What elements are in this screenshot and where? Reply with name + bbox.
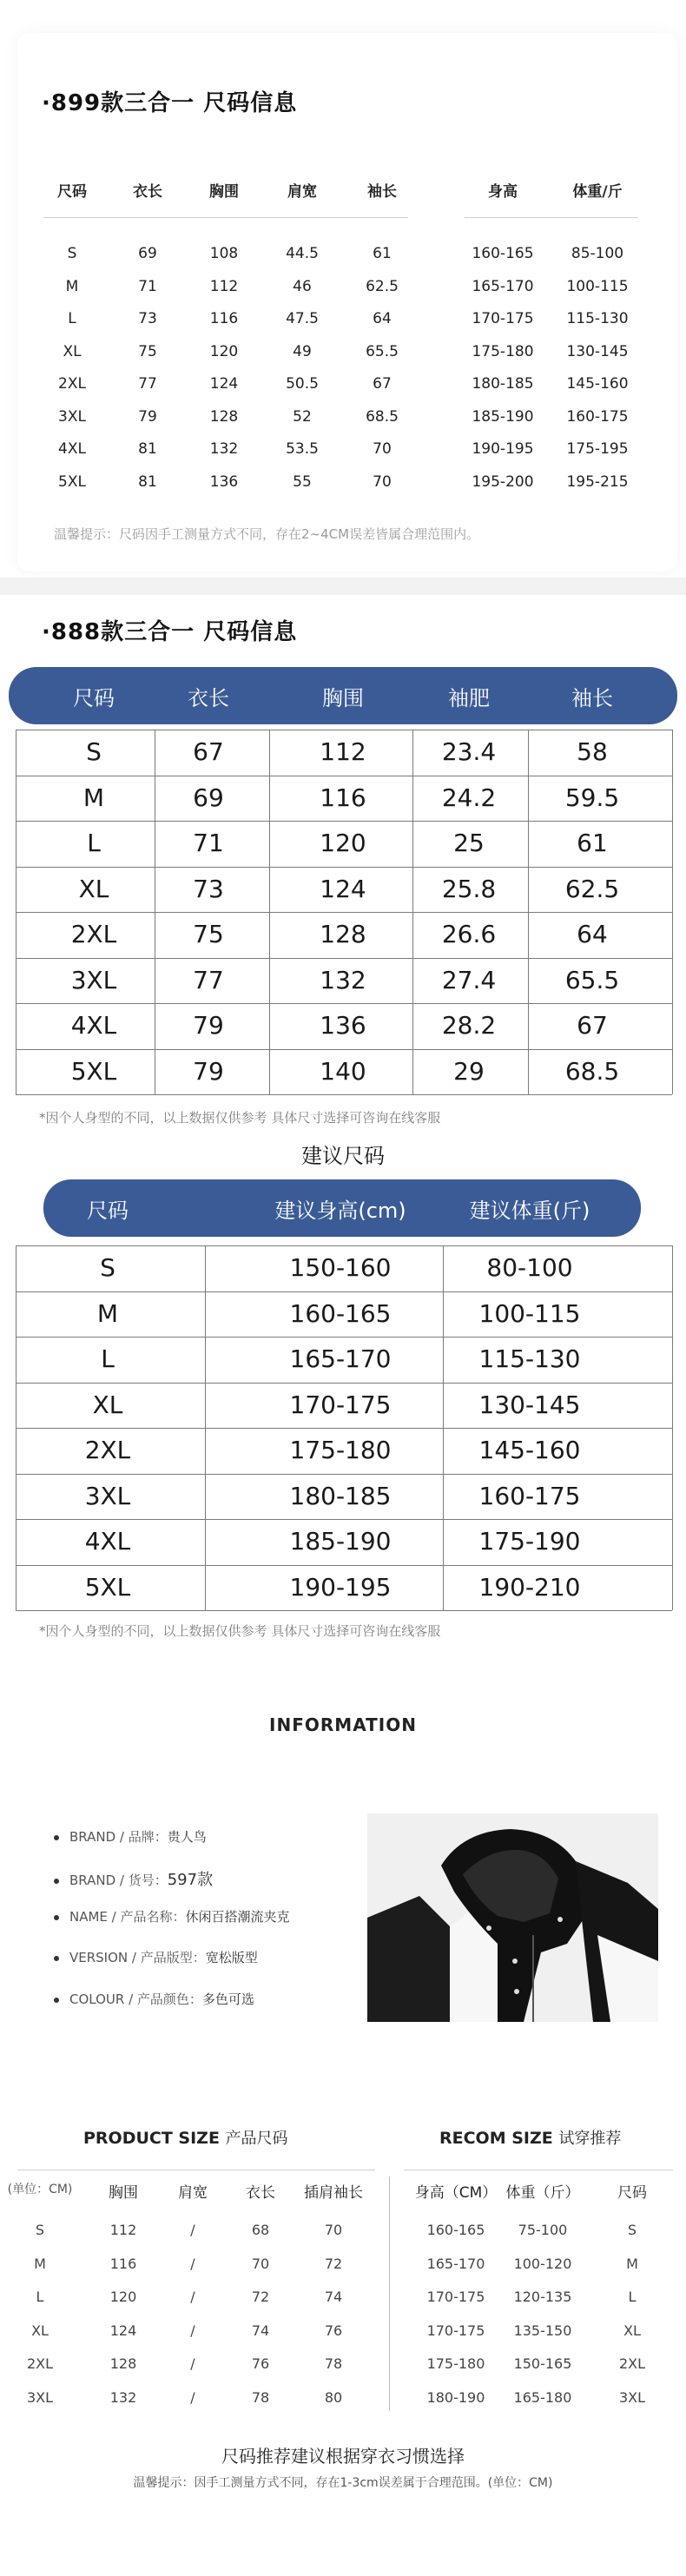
table-cell: 175-180: [289, 1436, 392, 1464]
table-cell: 175-180: [472, 342, 534, 360]
info-value: 休闲百搭潮流夹克: [185, 1909, 290, 1925]
table-cell: 180-190: [426, 2388, 485, 2406]
table-cell: /: [190, 2222, 195, 2238]
recom-size-title-en: RECOM SIZE: [439, 2129, 553, 2148]
header-rule: [43, 217, 408, 218]
table-cell: 170-175: [426, 2289, 485, 2305]
table-cell: 180-185: [472, 375, 534, 393]
table-cell: 67: [193, 737, 224, 766]
table-cell: 124: [109, 2322, 137, 2339]
info-label: BRAND / 货号：: [69, 1873, 168, 1888]
table-cell: 190-195: [289, 1572, 392, 1602]
column-header: 建议体重(斤): [469, 1199, 590, 1223]
table-cell: 75: [138, 342, 157, 360]
grid-line: [672, 730, 673, 1094]
table-cell: 185-190: [289, 1527, 392, 1556]
column-header: (单位：CM): [7, 2183, 73, 2196]
table-cell: 115-130: [566, 310, 629, 327]
table-cell: 2XL: [84, 1436, 131, 1464]
table-cell: 120: [320, 829, 366, 857]
table-cell: 71: [138, 277, 157, 295]
table-cell: 116: [209, 310, 239, 327]
grid-line: [16, 1474, 672, 1475]
grid-line: [16, 958, 672, 959]
table-cell: XL: [78, 874, 109, 903]
table-cell: 24.2: [441, 783, 497, 812]
table-cell: 128: [320, 920, 366, 948]
table-cell: XL: [63, 342, 82, 360]
table-cell: 53.5: [286, 440, 319, 458]
info-item: [54, 1907, 290, 1925]
info-item: [54, 1827, 207, 1846]
table-cell: 5XL: [84, 1572, 131, 1602]
table-cell: 140: [320, 1056, 366, 1086]
table-cell: 58: [577, 737, 608, 766]
table-cell: 175-190: [478, 1527, 581, 1556]
info-value: 多色可选: [201, 1991, 254, 2007]
column-header: 体重/斤: [572, 183, 623, 201]
info-label: BRAND / 品牌：: [69, 1829, 168, 1845]
grid-line: [16, 1291, 672, 1292]
table-cell: 76: [251, 2355, 270, 2372]
table-cell: 78: [251, 2388, 270, 2406]
table-cell: 4XL: [70, 1011, 117, 1040]
column-header: 尺码: [87, 1199, 129, 1223]
table-cell: 195-215: [566, 472, 629, 491]
table-cell: L: [36, 2289, 44, 2305]
column-header: 肩宽: [178, 2184, 208, 2202]
table-cell: 165-180: [513, 2388, 572, 2406]
table-cell: 52: [293, 407, 312, 426]
table-cell: M: [34, 2255, 46, 2272]
table-cell: 44.5: [286, 245, 319, 262]
table-cell: 165-170: [426, 2255, 485, 2272]
table-cell: L: [101, 1344, 115, 1373]
table-cell: 160-175: [566, 407, 629, 426]
measurement-note: 温馨提示：尺码因手工测量方式不同，存在2~4CM误差皆属合理范围内。: [54, 526, 480, 542]
recommend-title: 建议尺码: [301, 1144, 385, 1168]
table-cell: 112: [209, 277, 239, 295]
table-cell: 62.5: [366, 277, 399, 295]
table-cell: /: [190, 2355, 195, 2372]
table-cell: 112: [320, 737, 366, 766]
table-cell: 47.5: [286, 310, 319, 327]
column-header: 尺码: [73, 686, 115, 710]
column-header: 身高: [488, 183, 518, 201]
table-cell: 75: [193, 920, 224, 948]
table-cell: 25.8: [441, 874, 497, 903]
info-item: [54, 1867, 213, 1890]
column-header: 胸围: [109, 2184, 138, 2202]
table-cell: 132: [209, 440, 239, 458]
bullet-icon: [54, 1998, 59, 2003]
column-header: 衣长: [246, 2184, 275, 2202]
table-cell: 85-100: [571, 245, 624, 262]
grid-line: [16, 1383, 672, 1384]
recom-size-title-cn: 试穿推荐: [558, 2130, 622, 2148]
table-cell: 136: [209, 472, 239, 491]
information-title: INFORMATION: [269, 1714, 417, 1735]
table-cell: 49: [293, 342, 312, 360]
table-cell: 132: [320, 965, 366, 994]
column-divider: [389, 2176, 390, 2411]
table-cell: 23.4: [441, 737, 497, 766]
table-cell: 190-210: [478, 1572, 581, 1602]
table-cell: L: [68, 310, 76, 327]
table-cell: /: [190, 2289, 195, 2305]
table-cell: 79: [138, 407, 157, 426]
table-cell: 170-175: [472, 310, 534, 327]
table-cell: 120: [209, 342, 239, 360]
column-header: 身高（CM）: [414, 2184, 498, 2202]
grid-line: [672, 1245, 673, 1610]
table-cell: M: [82, 783, 105, 812]
grid-line: [16, 1610, 672, 1611]
table-cell: 116: [320, 783, 366, 812]
column-header: 胸围: [209, 183, 239, 201]
table-cell: 28.2: [441, 1011, 497, 1040]
bullet-icon: [54, 1835, 59, 1840]
bullet-icon: [54, 1879, 59, 1884]
table-cell: 25: [453, 829, 485, 857]
table-cell: XL: [92, 1390, 123, 1419]
table-cell: 50.5: [286, 375, 319, 393]
table-cell: 3XL: [26, 2388, 54, 2406]
table-cell: 160-165: [472, 245, 534, 262]
table-cell: 132: [109, 2388, 137, 2406]
table-cell: 71: [193, 829, 224, 857]
table-cell: 3XL: [58, 407, 86, 426]
column-header: 袖肥: [448, 686, 490, 710]
grid-line: [16, 1049, 672, 1050]
table-cell: 77: [193, 965, 224, 994]
table-cell: 73: [193, 874, 224, 903]
grid-line: [16, 1094, 672, 1095]
grid-line: [16, 1337, 672, 1338]
recom-size-title: [439, 2126, 621, 2149]
table-cell: 165-170: [472, 277, 534, 295]
table-cell: 67: [373, 375, 392, 393]
table-cell: 65.5: [366, 342, 399, 360]
header-rule: [465, 217, 638, 218]
table-cell: 120: [109, 2289, 137, 2305]
table-cell: /: [190, 2255, 195, 2272]
grid-line: [16, 1428, 672, 1429]
column-header: 插肩袖长: [304, 2184, 363, 2202]
bullet-icon: [54, 1956, 59, 1961]
column-header: 胸围: [322, 686, 364, 710]
table-cell: 160-165: [289, 1298, 392, 1328]
table-cell: 29: [453, 1056, 485, 1086]
table-cell: 112: [109, 2222, 137, 2238]
table-cell: /: [190, 2322, 195, 2339]
table-cell: 195-200: [472, 472, 534, 491]
table-cell: 64: [577, 920, 608, 948]
table-cell: 108: [209, 245, 239, 262]
grid-line: [16, 821, 672, 822]
table-cell: 46: [293, 277, 312, 295]
table-cell: 76: [324, 2322, 343, 2339]
column-header: 尺码: [617, 2184, 647, 2202]
table-cell: M: [65, 277, 79, 295]
table-cell: 80: [324, 2388, 343, 2406]
section-divider: [0, 578, 686, 595]
column-header: 尺码: [57, 183, 87, 201]
table-cell: 81: [138, 472, 157, 491]
table-cell: 70: [373, 472, 392, 491]
table-cell: 3XL: [70, 965, 117, 994]
column-header: 袖长: [367, 183, 397, 201]
table-cell: 68: [251, 2222, 270, 2238]
table-cell: 70: [324, 2222, 343, 2238]
table-cell: 2XL: [70, 920, 117, 948]
column-header: 衣长: [188, 686, 229, 710]
table-cell: 130-145: [478, 1390, 581, 1419]
table-cell: 69: [138, 245, 157, 262]
table-cell: 116: [109, 2255, 137, 2272]
column-header: 体重（斤）: [505, 2184, 580, 2202]
table-cell: 4XL: [58, 440, 86, 458]
size-note: *因个人身型的不同，以上数据仅供参考 具体尺寸选择可咨询在线客服: [39, 1110, 441, 1126]
table-cell: 165-170: [289, 1344, 392, 1373]
table-cell: 160-165: [426, 2222, 485, 2238]
table-cell: S: [627, 2222, 637, 2238]
jacket-image: [367, 1813, 658, 2022]
grid-line: [16, 1519, 672, 1520]
grid-line: [16, 1245, 672, 1246]
table-cell: 81: [138, 440, 157, 458]
table-cell: 68.5: [564, 1056, 620, 1086]
info-value: 597款: [167, 1871, 214, 1889]
table-cell: 72: [324, 2255, 343, 2272]
table-cell: 5XL: [58, 472, 86, 491]
table-cell: 115-130: [478, 1344, 581, 1373]
info-value: 贵人鸟: [167, 1829, 207, 1845]
grid-line: [269, 730, 270, 1094]
table-cell: 185-190: [472, 407, 534, 426]
grid-line: [205, 1245, 206, 1610]
table-cell: 175-180: [426, 2355, 485, 2372]
column-header: 袖长: [571, 686, 613, 710]
table-cell: 73: [138, 310, 157, 327]
column-header: 肩宽: [287, 183, 317, 201]
table-cell: 61: [577, 829, 608, 857]
table-cell: 61: [373, 245, 392, 262]
table-cell: 27.4: [441, 965, 497, 994]
product-size-title: [83, 2126, 288, 2149]
info-label: VERSION / 产品版型：: [69, 1950, 206, 1965]
table-cell: 145-160: [566, 375, 629, 393]
table-cell: 2XL: [26, 2355, 54, 2372]
product-photo: [367, 1813, 658, 2022]
table-cell: 4XL: [84, 1527, 131, 1556]
table-cell: 70: [251, 2255, 270, 2272]
table-cell: S: [86, 737, 102, 766]
table-cell: 55: [293, 472, 312, 491]
table-cell: L: [628, 2289, 637, 2305]
table-cell: XL: [31, 2322, 49, 2339]
footer-title: 尺码推荐建议根据穿衣习惯选择: [221, 2446, 465, 2467]
grid-line: [16, 1565, 672, 1566]
table-cell: 3XL: [618, 2388, 646, 2406]
table-cell: 128: [209, 407, 239, 426]
product-size-title-en: PRODUCT SIZE: [83, 2129, 220, 2148]
table-cell: 130-145: [566, 342, 629, 360]
column-header: 衣长: [133, 183, 162, 201]
table-cell: S: [67, 245, 77, 262]
table-cell: 26.6: [441, 920, 497, 948]
table-cell: 136: [320, 1011, 366, 1040]
recommend-note: *因个人身型的不同，以上数据仅供参考 具体尺寸选择可咨询在线客服: [39, 1623, 441, 1639]
table-cell: 124: [209, 375, 239, 393]
section-title-888: ·888款三合一 尺码信息: [42, 619, 298, 645]
table-cell: 77: [138, 375, 157, 393]
section-title-899: ·899款三合一 尺码信息: [42, 90, 298, 116]
info-value: 宽松版型: [205, 1950, 258, 1965]
table-cell: 79: [193, 1011, 224, 1040]
table-cell: 70: [373, 440, 392, 458]
table-cell: 2XL: [618, 2355, 646, 2372]
table-cell: 67: [577, 1011, 608, 1040]
table-cell: 145-160: [478, 1436, 581, 1464]
grid-line: [16, 867, 672, 868]
table-cell: 79: [193, 1056, 224, 1086]
table-cell: 64: [373, 310, 392, 327]
table-cell: 190-195: [472, 440, 534, 458]
table-cell: 180-185: [289, 1481, 392, 1510]
column-header: 建议身高(cm): [274, 1199, 406, 1223]
table-cell: 170-175: [426, 2322, 485, 2339]
table-cell: 78: [324, 2355, 343, 2372]
table-cell: 69: [193, 783, 224, 812]
table-cell: 75-100: [518, 2222, 568, 2238]
table-cell: 120-135: [513, 2289, 572, 2305]
product-size-title-cn: 产品尺码: [225, 2130, 288, 2148]
info-label: COLOUR / 产品颜色：: [69, 1991, 202, 2007]
table-cell: S: [35, 2222, 45, 2238]
table-cell: 170-175: [289, 1390, 392, 1419]
table-cell: 65.5: [564, 965, 620, 994]
table-cell: 160-175: [478, 1481, 581, 1510]
table-cell: L: [87, 829, 101, 857]
table-cell: XL: [623, 2322, 641, 2339]
table-cell: 5XL: [70, 1056, 117, 1086]
table-cell: 3XL: [84, 1481, 131, 1510]
grid-line: [16, 1003, 672, 1004]
table-cell: M: [626, 2255, 638, 2272]
table-cell: 100-115: [478, 1298, 581, 1328]
info-label: NAME / 产品名称：: [69, 1909, 186, 1925]
table-cell: 100-115: [566, 277, 629, 295]
table-cell: 80-100: [486, 1253, 573, 1282]
table-cell: 72: [251, 2289, 270, 2305]
table-cell: 59.5: [564, 783, 620, 812]
table-cell: 74: [324, 2289, 343, 2305]
table-cell: 74: [251, 2322, 270, 2339]
table-cell: 100-120: [513, 2255, 572, 2272]
table-cell: 2XL: [58, 375, 86, 393]
table-cell: M: [96, 1298, 119, 1328]
info-item: [54, 1948, 258, 1966]
bullet-icon: [54, 1915, 59, 1920]
table-cell: 62.5: [564, 874, 620, 903]
table-cell: 128: [109, 2355, 137, 2372]
table-cell: S: [100, 1253, 115, 1282]
table-cell: /: [190, 2388, 195, 2406]
table-cell: 135-150: [513, 2322, 572, 2339]
footer-note: 温馨提示：因手工测量方式不同，存在1-3cm误差属于合理范围。(单位：CM): [133, 2476, 553, 2490]
table-cell: 68.5: [366, 407, 399, 426]
grid-line: [16, 912, 672, 913]
info-item: [54, 1990, 254, 2008]
table-cell: 124: [320, 874, 366, 903]
table-cell: 150-165: [513, 2355, 572, 2372]
table-cell: 175-195: [566, 440, 629, 458]
table-cell: 150-160: [289, 1253, 392, 1282]
